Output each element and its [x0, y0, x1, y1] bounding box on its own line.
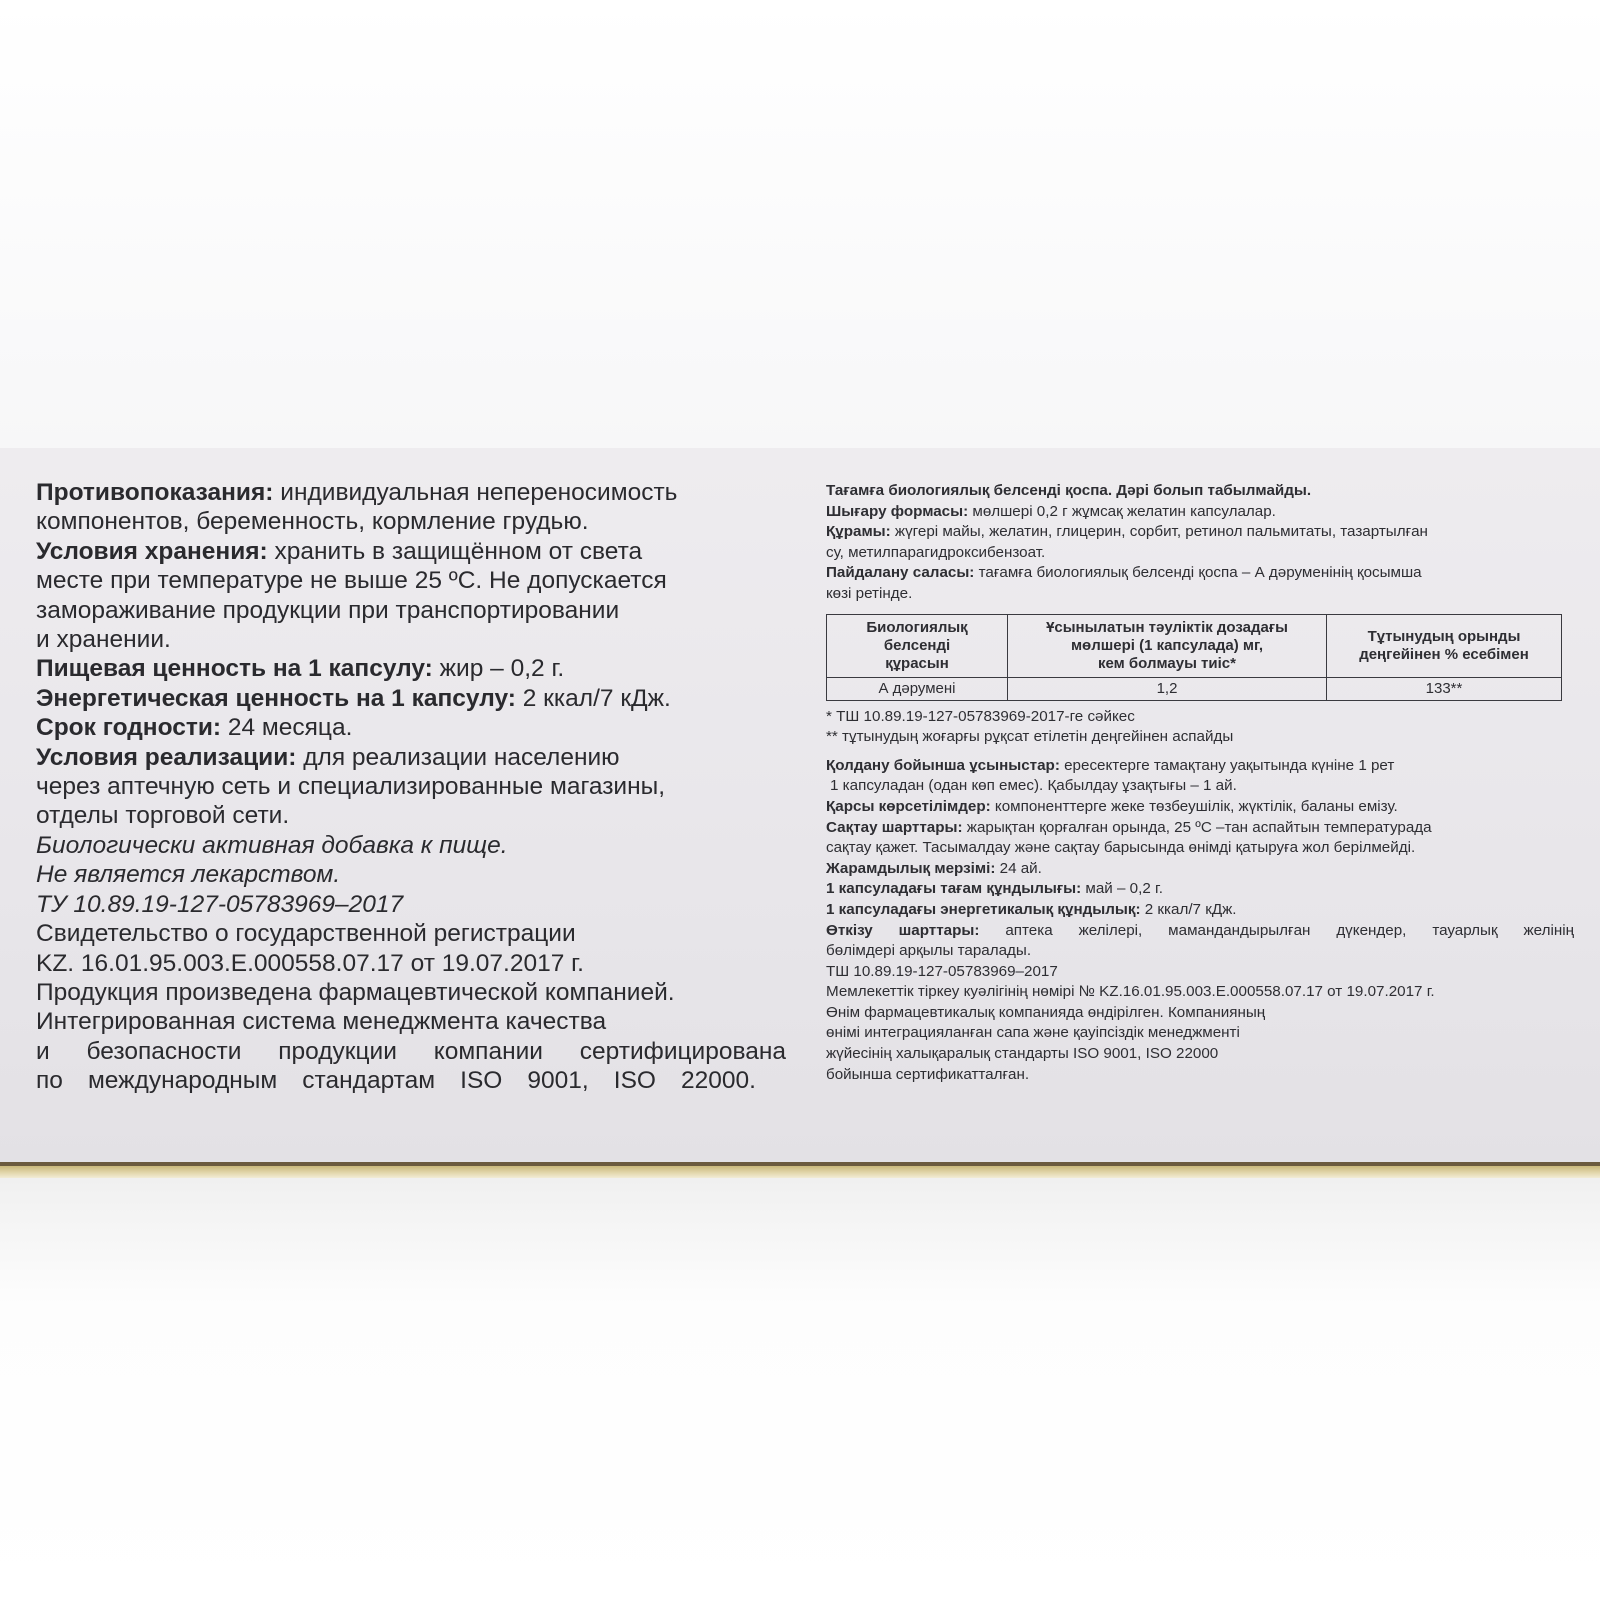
label: Өткізу шарттары:	[826, 921, 980, 939]
energy-value-kz	[826, 900, 1574, 921]
text: 24 месяца.	[221, 714, 353, 742]
sale-conditions-kz	[826, 921, 1574, 942]
label: Пайдалану саласы:	[826, 564, 975, 582]
label: Энергетическая ценность на 1 капсулу:	[36, 684, 516, 712]
label: Пищевая ценность на 1 капсулу:	[36, 655, 433, 683]
label: Условия хранения:	[36, 537, 268, 565]
contraindications-ru	[36, 478, 786, 507]
quality-text-kz: жүйесінің халықаралық стандарты ISO 9001, ISO 22000	[826, 1045, 1219, 1063]
quality-text: по международным стандартам ISO 9001, ISO 22000.	[36, 1067, 756, 1095]
table-header-cell	[1327, 614, 1562, 677]
text: 1 капсуладан (одан көп емес). Қабылдау ұзақтығы – 1 ай.	[830, 777, 1237, 795]
food-value-kz	[826, 879, 1574, 900]
text: компонентов, беременность, кормление грудью.	[36, 508, 589, 536]
footnote: ** тұтынудың жоғарғы рұқсат етілетін деңгейінен аспайды	[826, 728, 1234, 746]
registration-title: Свидетельство о государственной регистрации	[36, 920, 576, 948]
header-line: белсенді	[883, 636, 951, 654]
text: жарықтан қорғалған орында, 25 ºС –тан аспайтын температурада	[962, 818, 1432, 836]
box-edge-gold-stripe	[0, 1166, 1600, 1178]
label: Шығару формасы:	[826, 502, 969, 520]
label: Құрамы:	[826, 523, 891, 541]
text: месте при температуре не выше 25 ºС. Не допускается	[36, 567, 667, 595]
table-header-cell	[827, 614, 1008, 677]
supplement-header-kz: Тағамға биологиялық белсенді қоспа. Дәрі болып табылмайды.	[826, 482, 1312, 499]
energy-value-ru	[36, 684, 786, 713]
header-line: Тұтынудың орынды	[1367, 627, 1521, 645]
header-line: мөлшері (1 капсулада) мг,	[1070, 636, 1264, 654]
quality-text: Интегрированная система менеджмента качества	[36, 1008, 607, 1036]
tech-spec-number-kz: ТШ 10.89.19-127-05783969–2017	[826, 962, 1058, 980]
background-top	[0, 0, 1600, 448]
shelf-life-ru	[36, 713, 786, 742]
table-header-row	[827, 614, 1562, 677]
label: Қарсы көрсетілімдер:	[826, 797, 991, 815]
recommendations-kz	[826, 756, 1574, 777]
text: 2 ккал/7 кДж.	[1140, 900, 1237, 918]
header-line: кем болмауы тиіс*	[1098, 654, 1236, 672]
text: хранить в защищённом от света	[267, 537, 643, 565]
kazakh-text-block	[826, 481, 1574, 1085]
text: для реализации населению	[296, 743, 620, 771]
text: ересектерге тамақтану уақытында күніне 1 рет	[1059, 756, 1395, 774]
background-bottom	[0, 1178, 1600, 1600]
text: замораживание продукции при транспортировании	[36, 596, 620, 624]
footnote: * ТШ 10.89.19-127-05783969-2017-ге сәйкес	[826, 707, 1135, 725]
header-line: Биологиялық	[866, 618, 968, 636]
label: Срок годности:	[36, 714, 222, 742]
text: через аптечную сеть и специализированные магазины,	[36, 773, 666, 801]
text: компоненттерге жеке төзбеушілік, жүктілік, баланы емізу.	[990, 797, 1398, 815]
supplement-notice: Биологически активная добавка к пище.	[36, 831, 508, 859]
expiry-kz	[826, 859, 1574, 880]
label: Қолдану бойынша ұсыныстар:	[826, 756, 1060, 774]
quality-text-kz: бойынша сертификатталған.	[826, 1065, 1030, 1083]
composition-kz	[826, 522, 1574, 543]
header-line: құрасын	[885, 654, 949, 672]
header-line: Ұсынылатын тәуліктік дозадағы	[1046, 618, 1288, 636]
label: Жарамдылық мерзімі:	[826, 859, 996, 877]
table-cell: А дәрумені	[827, 677, 1008, 700]
sales-conditions-ru	[36, 743, 786, 772]
table-header-cell	[1008, 614, 1327, 677]
not-medicine-notice: Не является лекарством.	[36, 861, 341, 889]
text: сақтау қажет. Тасымалдау және сақтау барысында өнімді қатыруға жол берілмейді.	[826, 839, 1416, 857]
text: көзі ретінде.	[826, 584, 913, 602]
table-cell: 1,2	[1008, 677, 1327, 700]
label: 1 капсуладағы энергетикалық құндылық:	[826, 900, 1141, 918]
nutrition-table	[826, 614, 1562, 701]
contraindications-kz	[826, 797, 1574, 818]
text: су, метилпарагидроксибензоат.	[826, 543, 1046, 561]
text: бөлімдері арқылы таралады.	[826, 942, 1032, 960]
text: тағамға биологиялық белсенді қоспа – А дәруменінің қосымша	[974, 564, 1422, 582]
food-value-ru	[36, 654, 786, 683]
tech-spec-number: ТУ 10.89.19-127-05783969–2017	[36, 890, 404, 918]
quality-text: и безопасности продукции компании сертифицирована	[36, 1037, 786, 1065]
table-row	[827, 677, 1562, 700]
russian-text-block	[36, 478, 786, 1096]
storage-ru	[36, 537, 786, 566]
header-line: деңгейінен % есебімен	[1359, 645, 1529, 663]
form-kz	[826, 502, 1574, 523]
text: аптека желілері, мамандандырылған дүкендер, тауарлық желінің	[979, 921, 1574, 939]
registration-number: KZ. 16.01.95.003.Е.000558.07.17 от 19.07.2017 г.	[36, 949, 584, 977]
label: Противопоказания:	[36, 479, 274, 506]
table-cell: 133**	[1327, 677, 1562, 700]
text: май – 0,2 г.	[1081, 880, 1163, 898]
text: мөлшері 0,2 г жұмсақ желатин капсулалар.	[968, 502, 1276, 520]
text: жир – 0,2 г.	[432, 655, 565, 683]
text: 24 ай.	[995, 859, 1042, 877]
storage-kz	[826, 818, 1574, 839]
manufacturer-text-kz: Өнім фармацевтикалық компанияда өндірілген. Компанияның	[826, 1003, 1266, 1021]
text: жүгері майы, желатин, глицерин, сорбит, ретинол пальмитаты, тазартылған	[890, 523, 1428, 541]
manufacturer-text: Продукция произведена фармацевтической компанией.	[36, 978, 675, 1006]
label: Сақтау шарттары:	[826, 818, 963, 836]
label: Условия реализации:	[36, 743, 297, 771]
text: и хранении.	[36, 626, 171, 654]
text: индивидуальная непереносимость	[273, 479, 678, 506]
quality-text-kz: өнімі интеграцияланған сапа және қауіпсіздік менеджменті	[826, 1024, 1240, 1042]
usage-area-kz	[826, 563, 1574, 584]
registration-kz: Мемлекеттік тіркеу куәлігінің нөмірі № KZ.16.01.95.003.Е.000558.07.17 от 19.07.2017 г.	[826, 983, 1435, 1001]
text: отделы торговой сети.	[36, 802, 290, 830]
label: 1 капсуладағы тағам құндылығы:	[826, 880, 1082, 898]
text: 2 ккал/7 кДж.	[515, 684, 671, 712]
